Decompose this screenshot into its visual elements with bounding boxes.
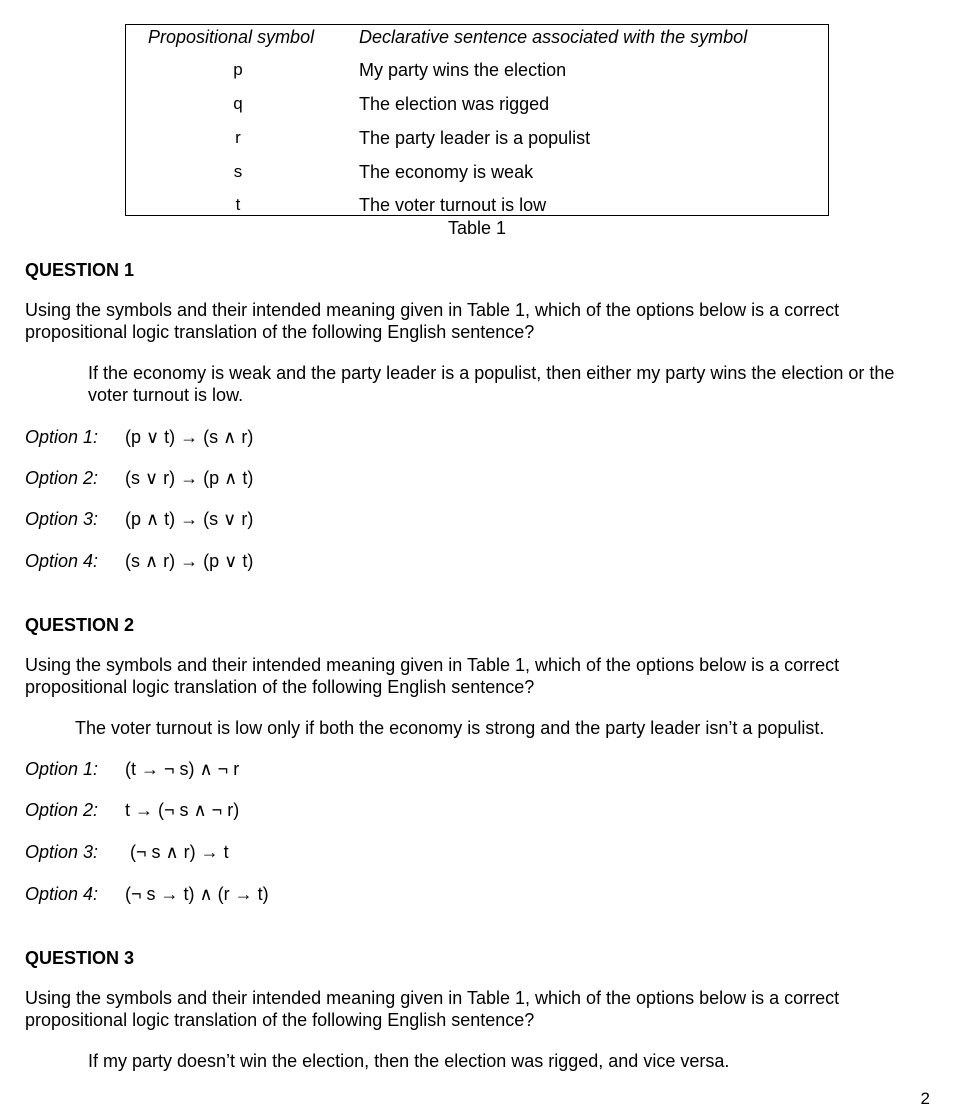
table-cell-sentence: The voter turnout is low <box>359 195 547 215</box>
question-1-option-3 <box>25 509 254 530</box>
question-1-title: QUESTION 1 <box>25 260 135 280</box>
option-label: Option 4: <box>25 551 99 571</box>
option-expression: (p ∧ t) → (s ∨ r) <box>125 509 254 529</box>
question-2-option-1 <box>25 759 240 780</box>
question-1-option-2 <box>25 468 254 489</box>
option-expression: (¬ s → t) ∧ (r → t) <box>125 884 269 904</box>
option-label: Option 3: <box>25 509 99 529</box>
question-2-option-4 <box>25 884 269 905</box>
table-row <box>126 162 828 196</box>
question-2-option-3 <box>25 842 229 863</box>
option-label: Option 2: <box>25 800 99 820</box>
option-expression: (s ∨ r) → (p ∧ t) <box>125 468 254 488</box>
option-label: Option 1: <box>25 427 99 447</box>
option-label: Option 1: <box>25 759 99 779</box>
question-1-option-1 <box>25 427 254 448</box>
question-2-sentence: The voter turnout is low only if both the economy is strong and the party leader isn’t a populist. <box>75 718 825 738</box>
question-2-title: QUESTION 2 <box>25 615 135 635</box>
page-number: 2 <box>920 1089 930 1108</box>
table-header-symbol: Propositional symbol <box>148 27 315 47</box>
option-expression: (p ∨ t) → (s ∧ r) <box>125 427 254 447</box>
table-cell-symbol: s <box>233 162 243 181</box>
option-expression: (t → ¬ s) ∧ ¬ r <box>125 759 240 779</box>
table-cell-sentence: My party wins the election <box>359 60 567 80</box>
table-cell-symbol: t <box>235 195 241 214</box>
table-cell-sentence: The party leader is a populist <box>359 128 591 148</box>
option-label: Option 4: <box>25 884 99 904</box>
question-1-prompt: Using the symbols and their intended meaning given in Table 1, which of the options below is a correct propositional logic translation of the following English sentence? <box>25 300 840 342</box>
option-expression: (s ∧ r) → (p ∨ t) <box>125 551 254 571</box>
table-cell-symbol: r <box>235 128 241 147</box>
table-cell-sentence: The election was rigged <box>359 94 550 114</box>
question-3-title: QUESTION 3 <box>25 948 135 968</box>
question-1-sentence: If the economy is weak and the party leader is a populist, then either my party wins the election or the voter turnout is low. <box>88 363 895 405</box>
option-label: Option 3: <box>25 842 99 862</box>
question-2-prompt: Using the symbols and their intended meaning given in Table 1, which of the options below is a correct propositional logic translation of the following English sentence? <box>25 655 840 697</box>
question-3-sentence: If my party doesn’t win the election, then the election was rigged, and vice versa. <box>88 1051 730 1071</box>
option-expression: (¬ s ∧ r) → t <box>130 842 229 862</box>
table-caption: Table 1 <box>447 218 507 238</box>
option-expression: t → (¬ s ∧ ¬ r) <box>125 800 240 820</box>
table-cell-symbol: p <box>233 60 243 79</box>
table-header-sentence: Declarative sentence associated with the symbol <box>359 27 748 47</box>
question-2-option-2 <box>25 800 240 821</box>
table-cell-symbol: q <box>233 94 243 113</box>
table-cell-sentence: The economy is weak <box>359 162 534 182</box>
question-3-prompt: Using the symbols and their intended meaning given in Table 1, which of the options below is a correct propositional logic translation of the following English sentence? <box>25 988 840 1030</box>
option-label: Option 2: <box>25 468 99 488</box>
table-row <box>126 60 828 94</box>
question-1-option-4 <box>25 551 254 572</box>
table-row <box>126 94 828 128</box>
symbol-table <box>125 24 829 216</box>
table-row <box>126 128 828 162</box>
